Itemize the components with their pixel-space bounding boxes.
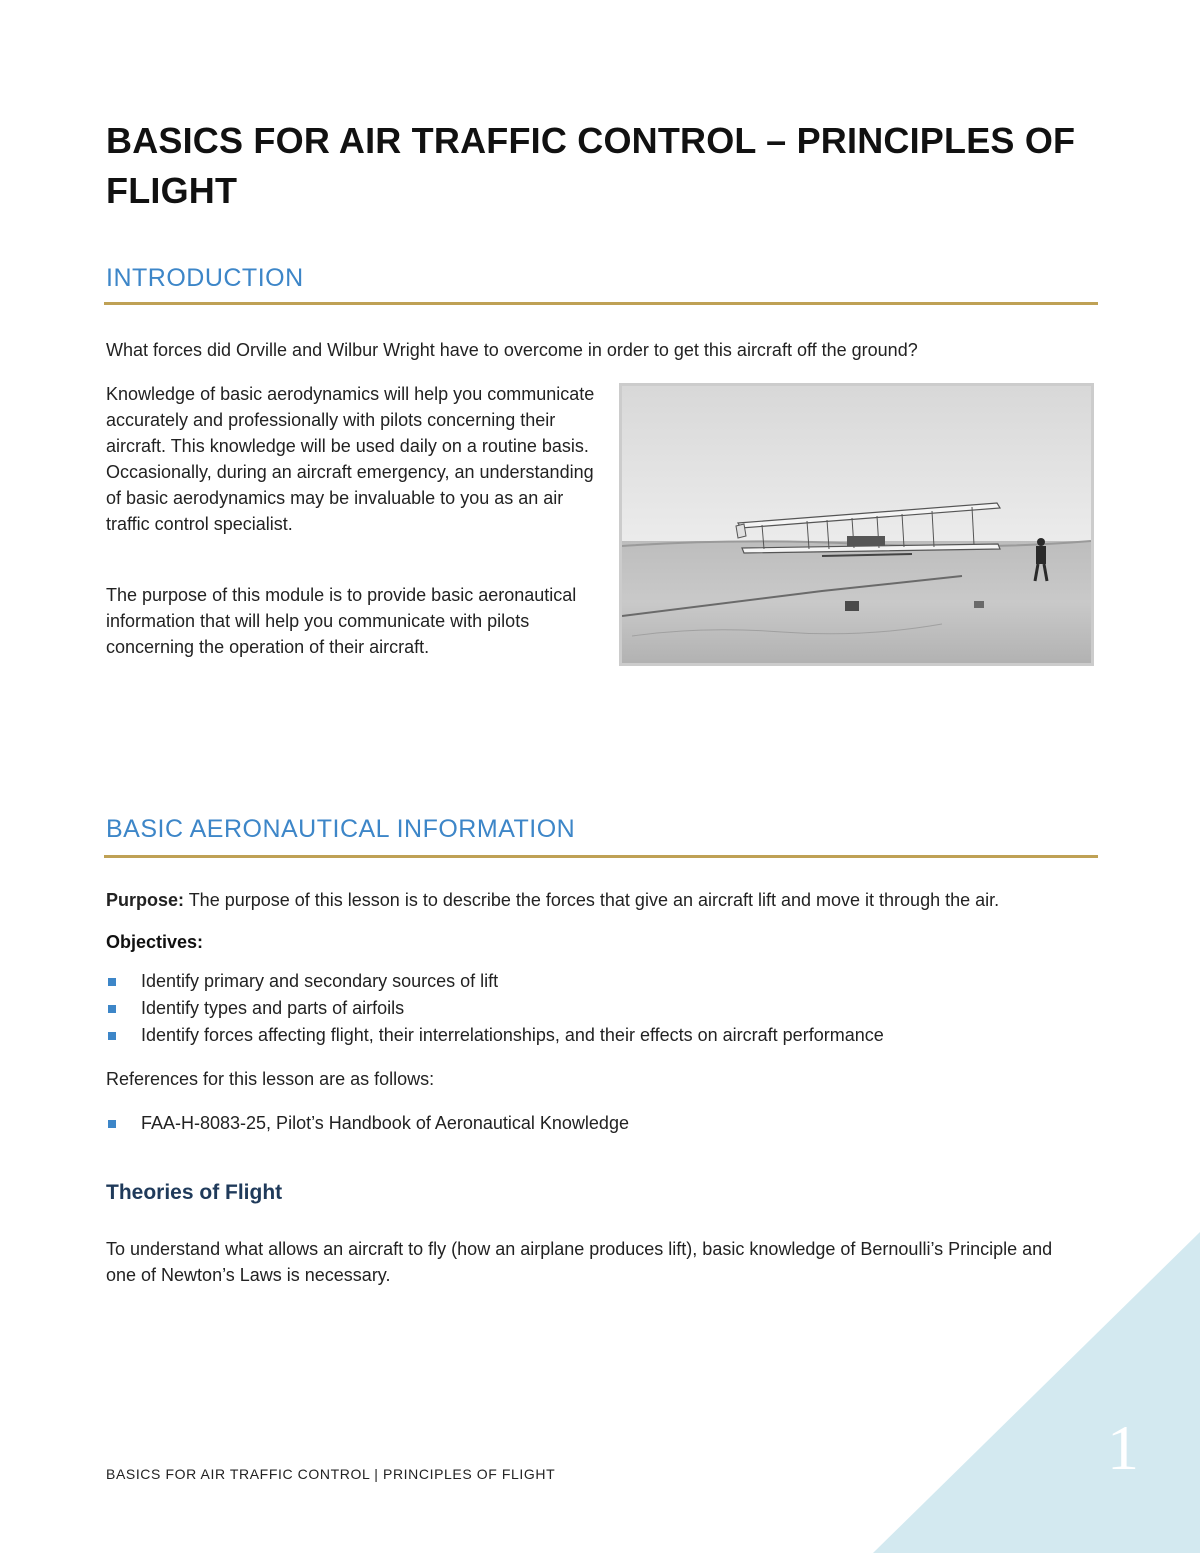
introduction-paragraph-1: Knowledge of basic aerodynamics will help you communicate accurately and professionally with pilots concerning their aircraft. This knowledge will be used daily on a routine basis. Occasionally, during an aircraft emergency, an understanding of basic aerodynamics may be invaluable to you as an air traffic control specialist. — [106, 384, 595, 534]
list-item — [106, 995, 1106, 1022]
basic-info-divider — [104, 855, 1098, 858]
objective-text: Identify forces affecting flight, their interrelationships, and their effects on aircraft performance — [141, 1025, 884, 1045]
list-item — [106, 968, 1106, 995]
introduction-question: What forces did Orville and Wilbur Wright have to overcome in order to get this aircraft off the ground? — [106, 340, 918, 360]
page-number: 1 — [1107, 1412, 1139, 1483]
footer-text: BASICS FOR AIR TRAFFIC CONTROL | PRINCIPLES OF FLIGHT — [106, 1466, 556, 1482]
introduction-paragraph-2: The purpose of this module is to provide basic aeronautical information that will help you communicate with pilots concerning the operation of their aircraft. — [106, 585, 577, 657]
theories-heading: Theories of Flight — [106, 1181, 283, 1204]
purpose-label: Purpose: — [106, 890, 185, 910]
references-list — [106, 1110, 1106, 1137]
square-bullet-icon — [108, 978, 116, 986]
reference-text: FAA-H-8083-25, Pilot’s Handbook of Aeronautical Knowledge — [141, 1113, 629, 1133]
introduction-heading: INTRODUCTION — [106, 264, 304, 292]
purpose-statement — [106, 887, 1106, 913]
photo-image — [622, 386, 1091, 663]
objectives-list — [106, 968, 1106, 1049]
objectives-label: Objectives: — [106, 932, 204, 952]
square-bullet-icon — [108, 1005, 116, 1013]
purpose-text: The purpose of this lesson is to describe the forces that give an aircraft lift and move it through the air. — [184, 890, 1000, 910]
wright-flyer-photo — [619, 383, 1094, 666]
objective-text: Identify types and parts of airfoils — [141, 998, 405, 1018]
basic-info-heading: BASIC AERONAUTICAL INFORMATION — [106, 815, 576, 843]
objective-text: Identify primary and secondary sources of lift — [141, 971, 499, 991]
list-item — [106, 1110, 1106, 1137]
list-item — [106, 1022, 1106, 1049]
theories-text: To understand what allows an aircraft to fly (how an airplane produces lift), basic knowledge of Bernoulli’s Principle and one of Newton’s Laws is necessary. — [106, 1239, 1053, 1285]
references-intro: References for this lesson are as follows: — [106, 1069, 435, 1089]
introduction-divider — [104, 302, 1098, 305]
document-title: BASICS FOR AIR TRAFFIC CONTROL – PRINCIPLES OF FLIGHT — [106, 120, 1076, 211]
square-bullet-icon — [108, 1032, 116, 1040]
square-bullet-icon — [108, 1120, 116, 1128]
